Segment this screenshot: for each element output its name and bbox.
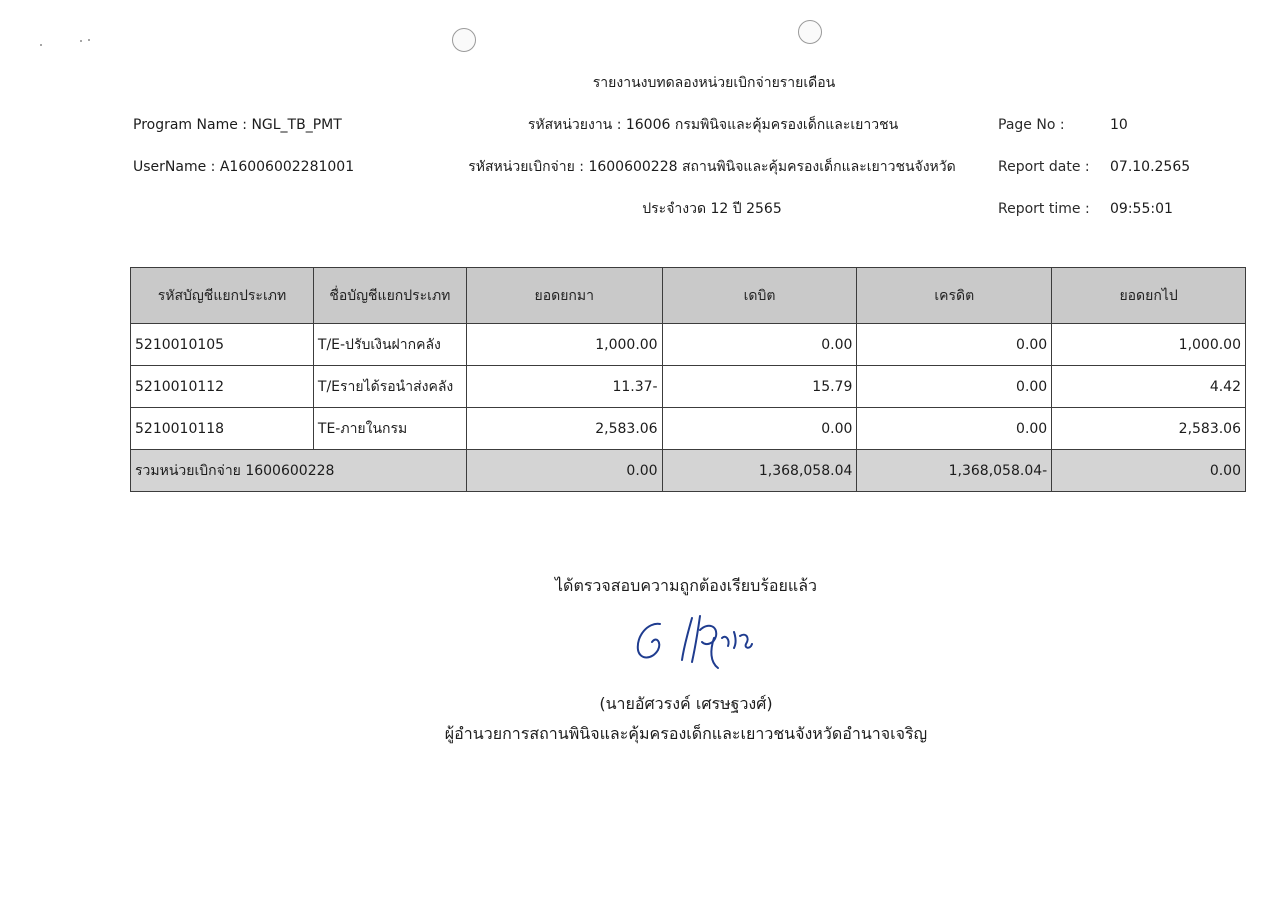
certification-text: ได้ตรวจสอบความถูกต้องเรียบร้อยแล้ว: [555, 576, 817, 595]
period-line: ประจำงวด 12 ปี 2565: [642, 201, 782, 217]
scan-speck: [40, 44, 42, 46]
cell-account-code: 5210010118: [131, 408, 314, 450]
total-label: รวมหน่วยเบิกจ่าย 1600600228: [131, 450, 467, 492]
header-account-name: ชื่อบัญชีแยกประเภท: [313, 268, 466, 324]
trial-balance-table: [130, 267, 1246, 492]
report-title: รายงานงบทดลองหน่วยเบิกจ่ายรายเดือน: [592, 75, 836, 91]
punch-hole-right: [798, 20, 822, 44]
header-brought-forward: ยอดยกมา: [466, 268, 662, 324]
program-name: Program Name : NGL_TB_PMT: [133, 117, 342, 133]
cell-account-name: T/E-ปรับเงินฝากคลัง: [313, 324, 466, 366]
cell-credit: 0.00: [857, 366, 1052, 408]
disburse-unit-line: รหัสหน่วยเบิกจ่าย : 1600600228 สถานพินิจและคุ้มครองเด็กและเยาวชนจังหวัด: [468, 159, 956, 175]
cell-debit: 0.00: [662, 324, 857, 366]
report-time-label: Report time :: [998, 201, 1090, 217]
cell-carried-forward: 4.42: [1052, 366, 1246, 408]
total-brought-forward: 0.00: [466, 450, 662, 492]
cell-brought-forward: 2,583.06: [466, 408, 662, 450]
cell-brought-forward: 11.37-: [466, 366, 662, 408]
signatory-title: ผู้อำนวยการสถานพินิจและคุ้มครองเด็กและเยาวชนจังหวัดอำนาจเจริญ: [444, 724, 928, 743]
page-number-value: 10: [1110, 117, 1128, 133]
agency-line: รหัสหน่วยงาน : 16006 กรมพินิจและคุ้มครองเด็กและเยาวชน: [527, 117, 899, 133]
total-carried-forward: 0.00: [1052, 450, 1246, 492]
total-debit: 1,368,058.04: [662, 450, 857, 492]
scan-speck: [88, 39, 90, 41]
cell-credit: 0.00: [857, 324, 1052, 366]
total-credit: 1,368,058.04-: [857, 450, 1052, 492]
cell-debit: 0.00: [662, 408, 857, 450]
report-date-label: Report date :: [998, 159, 1090, 175]
report-time-value: 09:55:01: [1110, 201, 1173, 217]
header-credit: เครดิต: [857, 268, 1052, 324]
punch-hole-left: [452, 28, 476, 52]
cell-brought-forward: 1,000.00: [466, 324, 662, 366]
cell-account-code: 5210010112: [131, 366, 314, 408]
cell-credit: 0.00: [857, 408, 1052, 450]
cell-account-code: 5210010105: [131, 324, 314, 366]
table-row: [131, 366, 1246, 408]
handwritten-signature: [626, 608, 766, 678]
cell-debit: 15.79: [662, 366, 857, 408]
cell-account-name: T/Eรายได้รอนำส่งคลัง: [313, 366, 466, 408]
table-header-row: [131, 268, 1246, 324]
user-name: UserName : A16006002281001: [133, 159, 355, 175]
signatory-name: (นายอัศวรงค์ เศรษฐวงศ์): [599, 694, 773, 713]
report-date-value: 07.10.2565: [1110, 159, 1191, 175]
page-number-label: Page No :: [998, 117, 1065, 133]
cell-carried-forward: 2,583.06: [1052, 408, 1246, 450]
scan-speck: [80, 40, 82, 42]
table-total-row: [131, 450, 1246, 492]
header-debit: เดบิต: [662, 268, 857, 324]
table-row: [131, 408, 1246, 450]
table-row: [131, 324, 1246, 366]
header-account-code: รหัสบัญชีแยกประเภท: [131, 268, 314, 324]
header-carried-forward: ยอดยกไป: [1052, 268, 1246, 324]
cell-account-name: TE-ภายในกรม: [313, 408, 466, 450]
cell-carried-forward: 1,000.00: [1052, 324, 1246, 366]
